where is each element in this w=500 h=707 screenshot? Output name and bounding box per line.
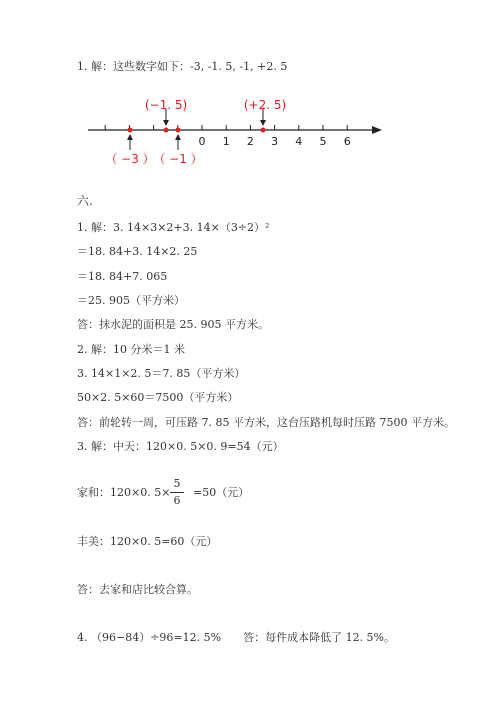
answer-1-line-2: ＝18. 84+3. 14×2. 25 [77, 245, 198, 258]
label-minus-1-5: (−1. 5) [144, 98, 188, 112]
answer-3-line-1: 3. 解：中天：120×0. 5×0. 9=54（元） [77, 440, 284, 453]
tick-label: 1 [222, 135, 230, 148]
answer-1-line-4: ＝25. 905（平方米） [77, 294, 185, 307]
section-6-title: 六. [77, 194, 93, 208]
tick-label: 2 [246, 135, 254, 148]
label-plus-2-5: (+2. 5) [243, 98, 287, 112]
label-minus-3: （ −3 ） [105, 152, 155, 166]
answer-3-line-2-prefix: 家和：120×0. 5× [77, 486, 171, 499]
point-minus-1-5 [164, 128, 169, 133]
tick-label: 6 [343, 135, 351, 148]
tick-label: 3 [271, 135, 279, 148]
answer-2-conclusion: 答：前轮转一周，可压路 7. 85 平方米，这台压路机每时压路 7500 平方米。 [77, 416, 455, 429]
answer-1-conclusion: 答：抹水泥的面积是 25. 905 平方米。 [77, 318, 269, 331]
number-line-arrow [372, 126, 382, 134]
tick-label: 5 [319, 135, 327, 148]
answer-2-line-3: 50×2. 5×60＝7500（平方米） [77, 391, 239, 404]
answer-line-1: 1. 解：这些数字如下：-3, -1. 5, -1, +2. 5 [77, 60, 288, 73]
tick-label: 4 [295, 135, 303, 148]
number-line-figure [0, 95, 500, 190]
answer-1-line-1: 1. 解：3. 14×3×2+3. 14×（3÷2）² [77, 221, 270, 234]
answer-1-line-3: ＝18. 84+7. 065 [77, 270, 168, 283]
fraction-denominator: 6 [173, 494, 181, 507]
answer-2-line-1: 2. 解：10 分米＝1 米 [77, 343, 185, 356]
answer-4-line-1: 4. （96−84）÷96=12. 5% 答：每件成本降低了 12. 5%。 [77, 631, 396, 644]
answer-3-line-3: 丰美：120×0. 5=60（元） [77, 535, 218, 548]
point-plus-2-5 [261, 128, 266, 133]
label-minus-1: （ −1 ） [153, 152, 203, 166]
tick-label: 0 [198, 135, 206, 148]
fraction-five-sixths [170, 478, 184, 507]
answer-2-line-2: 3. 14×1×2. 5＝7. 85（平方米） [77, 367, 246, 380]
fraction-bar [170, 492, 184, 493]
answer-3-line-2-suffix: =50（元） [193, 486, 250, 499]
fraction-numerator: 5 [173, 477, 181, 490]
answer-3-conclusion: 答：去家和店比较合算。 [77, 583, 198, 596]
point-minus-1 [176, 128, 181, 133]
point-minus-3 [128, 128, 133, 133]
